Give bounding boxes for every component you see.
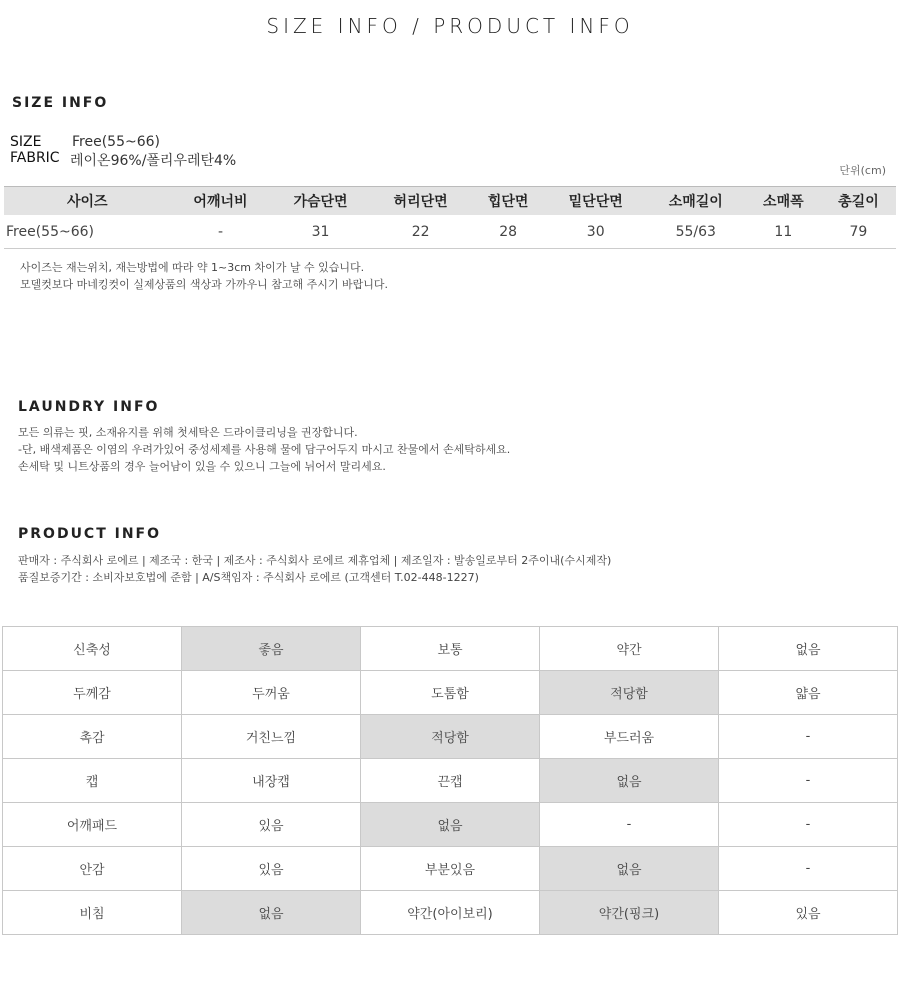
column-header: 밑단단면	[546, 187, 646, 216]
attribute-option: 있음	[719, 891, 898, 935]
attribute-table	[2, 626, 898, 935]
attribute-option: 적당함	[361, 715, 540, 759]
attribute-row	[3, 759, 898, 803]
attribute-option: 도톰함	[361, 671, 540, 715]
attribute-option: -	[719, 803, 898, 847]
table-cell: -	[170, 215, 270, 249]
column-header: 총길이	[821, 187, 896, 216]
size-table	[4, 186, 896, 249]
size-label: SIZE	[10, 134, 42, 150]
attribute-option: 얇음	[719, 671, 898, 715]
attribute-option: 내장캡	[182, 759, 361, 803]
size-table-header	[4, 187, 896, 216]
attribute-label: 신축성	[3, 627, 182, 671]
column-header: 사이즈	[4, 187, 170, 216]
table-cell: 22	[371, 215, 471, 249]
attribute-option: -	[719, 715, 898, 759]
note-line: 사이즈는 재는위치, 재는방법에 따라 약 1~3cm 차이가 날 수 있습니다.	[20, 261, 365, 274]
fabric-value: 레이온96%/폴리우레탄4%	[70, 153, 237, 169]
attribute-row	[3, 803, 898, 847]
laundry-line: 모든 의류는 핏, 소재유지를 위해 첫세탁은 드라이클리닝을 권장합니다.	[18, 426, 358, 439]
table-row	[4, 215, 896, 249]
size-value: Free(55~66)	[72, 134, 160, 150]
laundry-line: 손세탁 및 니트상품의 경우 늘어남이 있을 수 있으니 그늘에 뉘어서 말리세요.	[18, 460, 386, 473]
attribute-label: 두께감	[3, 671, 182, 715]
unit-note: 단위(cm)	[839, 164, 886, 177]
attribute-option: 부분있음	[361, 847, 540, 891]
product-line: 품질보증기간 : 소비자보호법에 준함 | A/S책임자 : 주식회사 로에르 (고객센터 T.02-448-1227)	[18, 571, 479, 584]
column-header: 소매길이	[646, 187, 746, 216]
attribute-label: 비침	[3, 891, 182, 935]
attribute-label: 촉감	[3, 715, 182, 759]
attribute-label: 캡	[3, 759, 182, 803]
attribute-option: 있음	[182, 847, 361, 891]
attribute-option: 끈캡	[361, 759, 540, 803]
attribute-option: 거친느낌	[182, 715, 361, 759]
attribute-option: -	[719, 759, 898, 803]
column-header: 어깨너비	[170, 187, 270, 216]
laundry-line: -단, 배색제품은 이염의 우려가있어 중성세제를 사용해 물에 담구어두지 마시고 찬물에서 손세탁하세요.	[18, 443, 511, 456]
table-cell: 28	[471, 215, 546, 249]
column-header: 허리단면	[371, 187, 471, 216]
attribute-row	[3, 891, 898, 935]
table-cell: Free(55~66)	[4, 215, 170, 249]
attribute-label: 안감	[3, 847, 182, 891]
attribute-option: 약간(아이보리)	[361, 891, 540, 935]
column-header: 소매폭	[746, 187, 821, 216]
attribute-row	[3, 671, 898, 715]
attribute-label: 어깨패드	[3, 803, 182, 847]
size-info-heading: SIZE INFO	[12, 95, 109, 111]
attribute-option: 없음	[540, 847, 719, 891]
size-notes	[20, 259, 388, 293]
product-notes	[18, 552, 611, 586]
table-cell: 79	[821, 215, 896, 249]
product-info-heading: PRODUCT INFO	[18, 526, 162, 542]
table-cell: 55/63	[646, 215, 746, 249]
attribute-option: 있음	[182, 803, 361, 847]
column-header: 가슴단면	[271, 187, 371, 216]
attribute-option: 없음	[361, 803, 540, 847]
attribute-option: 약간(핑크)	[540, 891, 719, 935]
page-title: SIZE INFO / PRODUCT INFO	[266, 14, 634, 38]
attribute-option: 부드러움	[540, 715, 719, 759]
laundry-info-heading: LAUNDRY INFO	[18, 399, 160, 415]
attribute-row	[3, 715, 898, 759]
product-line: 판매자 : 주식회사 로에르 | 제조국 : 한국 | 제조사 : 주식회사 로에르 제휴업체 | 제조일자 : 발송일로부터 2주이내(수시제작)	[18, 554, 612, 567]
column-header: 힙단면	[471, 187, 546, 216]
attribute-option: -	[719, 847, 898, 891]
fabric-label: FABRIC	[10, 150, 60, 166]
table-cell: 30	[546, 215, 646, 249]
laundry-notes	[18, 424, 510, 475]
attribute-option: 약간	[540, 627, 719, 671]
attribute-option: 없음	[540, 759, 719, 803]
attribute-option: -	[540, 803, 719, 847]
table-cell: 11	[746, 215, 821, 249]
attribute-option: 보통	[361, 627, 540, 671]
attribute-option: 좋음	[182, 627, 361, 671]
attribute-option: 없음	[182, 891, 361, 935]
note-line: 모델컷보다 마네킹컷이 실제상품의 색상과 가까우니 참고해 주시기 바랍니다.	[20, 278, 389, 291]
attribute-option: 적당함	[540, 671, 719, 715]
table-cell: 31	[271, 215, 371, 249]
attribute-row	[3, 627, 898, 671]
attribute-row	[3, 847, 898, 891]
attribute-option: 없음	[719, 627, 898, 671]
attribute-option: 두꺼움	[182, 671, 361, 715]
